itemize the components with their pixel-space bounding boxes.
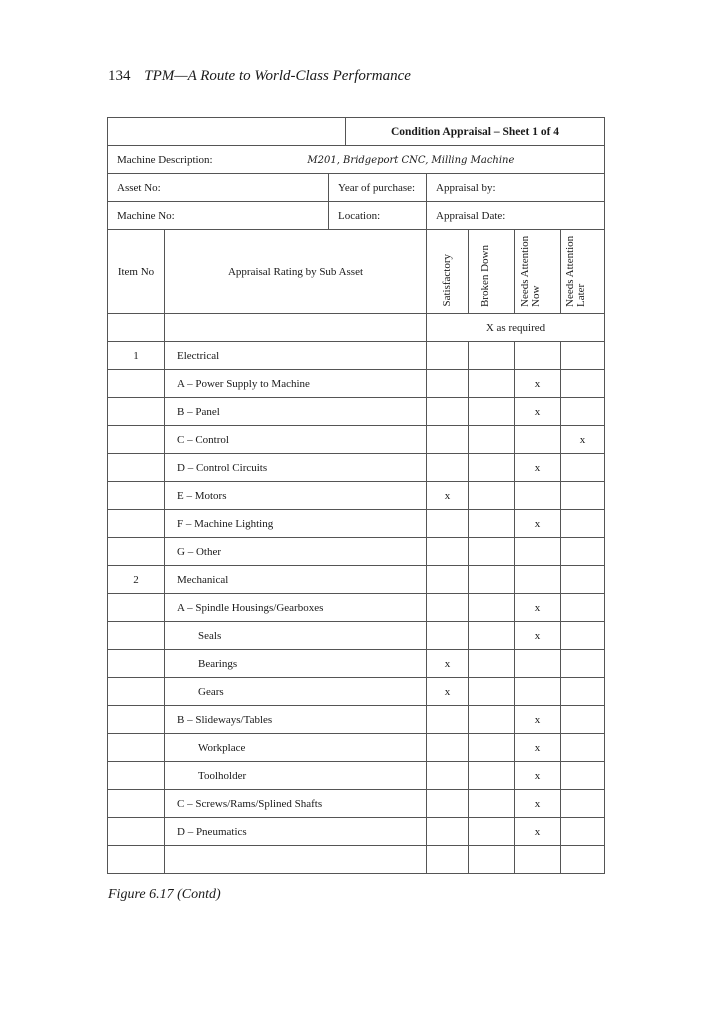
rating-mark-cell bbox=[427, 342, 469, 370]
rating-mark-cell bbox=[427, 566, 469, 594]
table-row bbox=[108, 622, 605, 650]
rating-mark-cell bbox=[469, 510, 515, 538]
rating-mark-cell bbox=[561, 538, 605, 566]
rating-mark-cell: x bbox=[427, 650, 469, 678]
rating-mark-cell bbox=[515, 566, 561, 594]
rating-mark-cell bbox=[561, 650, 605, 678]
rating-mark-cell bbox=[561, 790, 605, 818]
form-title: Condition Appraisal – Sheet 1 of 4 bbox=[346, 118, 605, 146]
item-number-cell bbox=[108, 594, 165, 622]
rating-mark-cell: x bbox=[515, 398, 561, 426]
status-header-needs-attention-later bbox=[561, 230, 605, 314]
status-header-label: Broken Down bbox=[478, 244, 491, 307]
machine-description-row bbox=[108, 146, 605, 174]
table-row bbox=[108, 846, 605, 874]
table-row bbox=[108, 370, 605, 398]
rating-mark-cell bbox=[561, 370, 605, 398]
rating-mark-cell bbox=[515, 846, 561, 874]
rating-mark-cell bbox=[469, 454, 515, 482]
rating-mark-cell bbox=[469, 846, 515, 874]
item-number-cell bbox=[108, 454, 165, 482]
sub-asset-label: E – Motors bbox=[165, 482, 427, 510]
note-blank-label bbox=[165, 314, 427, 342]
item-number-cell bbox=[108, 762, 165, 790]
rating-mark-cell: x bbox=[515, 454, 561, 482]
table-row bbox=[108, 734, 605, 762]
item-number-cell bbox=[108, 538, 165, 566]
rating-mark-cell bbox=[561, 846, 605, 874]
table-row bbox=[108, 482, 605, 510]
item-number-cell bbox=[108, 426, 165, 454]
book-title: TPM—A Route to World-Class Performance bbox=[144, 68, 411, 84]
rating-mark-cell bbox=[515, 650, 561, 678]
rating-mark-cell bbox=[469, 706, 515, 734]
rating-mark-cell: x bbox=[515, 370, 561, 398]
table-row bbox=[108, 790, 605, 818]
rating-mark-cell: x bbox=[515, 734, 561, 762]
rating-mark-cell bbox=[561, 454, 605, 482]
table-row bbox=[108, 678, 605, 706]
rating-mark-cell: x bbox=[515, 706, 561, 734]
item-number-cell bbox=[108, 790, 165, 818]
rating-mark-cell bbox=[561, 594, 605, 622]
machine-no-label: Machine No: bbox=[108, 202, 329, 230]
rating-mark-cell bbox=[469, 538, 515, 566]
rating-mark-cell bbox=[427, 846, 469, 874]
rating-mark-cell bbox=[469, 762, 515, 790]
sub-asset-label: A – Power Supply to Machine bbox=[165, 370, 427, 398]
rating-mark-cell bbox=[561, 734, 605, 762]
sub-asset-label: Seals bbox=[165, 622, 427, 650]
figure-caption: Figure 6.17 (Contd) bbox=[108, 887, 221, 902]
table-row bbox=[108, 538, 605, 566]
item-number-cell bbox=[108, 678, 165, 706]
item-number-cell bbox=[108, 510, 165, 538]
item-number-cell bbox=[108, 482, 165, 510]
rating-mark-cell bbox=[427, 426, 469, 454]
table-row bbox=[108, 510, 605, 538]
rating-mark-cell bbox=[469, 426, 515, 454]
item-number-cell bbox=[108, 818, 165, 846]
item-number-cell bbox=[108, 846, 165, 874]
rating-mark-cell bbox=[469, 650, 515, 678]
page-number: 134 bbox=[108, 68, 131, 84]
item-number-cell bbox=[108, 650, 165, 678]
sub-asset-label: F – Machine Lighting bbox=[165, 510, 427, 538]
sub-asset-label: A – Spindle Housings/Gearboxes bbox=[165, 594, 427, 622]
rating-mark-cell bbox=[427, 538, 469, 566]
item-number-cell bbox=[108, 398, 165, 426]
rating-mark-cell bbox=[469, 594, 515, 622]
rating-mark-cell: x bbox=[427, 482, 469, 510]
rating-mark-cell bbox=[427, 734, 469, 762]
status-header-label: Needs Attention Now bbox=[518, 235, 542, 307]
item-number-cell: 2 bbox=[108, 566, 165, 594]
rating-mark-cell: x bbox=[515, 818, 561, 846]
rating-mark-cell bbox=[469, 342, 515, 370]
table-row bbox=[108, 818, 605, 846]
sub-asset-label: C – Control bbox=[165, 426, 427, 454]
sub-asset-label: Gears bbox=[165, 678, 427, 706]
rating-mark-cell bbox=[561, 398, 605, 426]
sub-asset-label: Toolholder bbox=[165, 762, 427, 790]
rating-mark-cell: x bbox=[515, 622, 561, 650]
item-number-cell bbox=[108, 622, 165, 650]
sub-asset-label: G – Other bbox=[165, 538, 427, 566]
sub-asset-label: Electrical bbox=[165, 342, 427, 370]
rating-mark-cell bbox=[469, 566, 515, 594]
rating-mark-cell bbox=[427, 622, 469, 650]
table-row bbox=[108, 342, 605, 370]
table-row bbox=[108, 398, 605, 426]
sub-asset-label bbox=[165, 846, 427, 874]
sub-asset-label: B – Panel bbox=[165, 398, 427, 426]
table-row bbox=[108, 706, 605, 734]
rating-mark-cell bbox=[427, 594, 469, 622]
sub-asset-label: D – Control Circuits bbox=[165, 454, 427, 482]
item-number-cell bbox=[108, 706, 165, 734]
sub-asset-label: B – Slideways/Tables bbox=[165, 706, 427, 734]
rating-mark-cell bbox=[561, 342, 605, 370]
machine-description-value: M201, Bridgeport CNC, Milling Machine bbox=[307, 154, 515, 166]
rating-mark-cell bbox=[561, 510, 605, 538]
status-header-label: Needs Attention Later bbox=[563, 235, 587, 307]
rating-mark-cell bbox=[561, 818, 605, 846]
status-header-broken-down bbox=[469, 230, 515, 314]
rating-mark-cell bbox=[427, 398, 469, 426]
sub-asset-label: Workplace bbox=[165, 734, 427, 762]
rating-mark-cell bbox=[469, 734, 515, 762]
location-label: Location: bbox=[329, 202, 427, 230]
rating-mark-cell bbox=[427, 510, 469, 538]
note-blank-item bbox=[108, 314, 165, 342]
rating-mark-cell: x bbox=[427, 678, 469, 706]
rating-mark-cell bbox=[469, 482, 515, 510]
year-of-purchase-label: Year of purchase: bbox=[329, 174, 427, 202]
rating-mark-cell bbox=[515, 342, 561, 370]
x-as-required-note: X as required bbox=[427, 314, 605, 342]
rating-mark-cell bbox=[427, 818, 469, 846]
status-header-needs-attention-now bbox=[515, 230, 561, 314]
rating-mark-cell: x bbox=[515, 594, 561, 622]
item-no-header: Item No bbox=[108, 230, 165, 314]
rating-mark-cell bbox=[561, 622, 605, 650]
rating-mark-cell: x bbox=[515, 790, 561, 818]
item-number-cell bbox=[108, 370, 165, 398]
rating-mark-cell bbox=[427, 790, 469, 818]
rating-mark-cell bbox=[469, 790, 515, 818]
table-row bbox=[108, 426, 605, 454]
status-header-satisfactory bbox=[427, 230, 469, 314]
rating-mark-cell bbox=[515, 538, 561, 566]
rating-mark-cell: x bbox=[561, 426, 605, 454]
appraisal-date-label: Appraisal Date: bbox=[427, 202, 605, 230]
sub-asset-label: Mechanical bbox=[165, 566, 427, 594]
rating-mark-cell bbox=[469, 398, 515, 426]
rating-mark-cell bbox=[469, 818, 515, 846]
rating-mark-cell: x bbox=[515, 510, 561, 538]
table-row bbox=[108, 454, 605, 482]
rating-mark-cell bbox=[561, 678, 605, 706]
sub-asset-label: D – Pneumatics bbox=[165, 818, 427, 846]
rating-mark-cell bbox=[469, 622, 515, 650]
rating-mark-cell bbox=[469, 678, 515, 706]
rating-mark-cell bbox=[561, 706, 605, 734]
table-row bbox=[108, 650, 605, 678]
rating-mark-cell: x bbox=[515, 762, 561, 790]
rating-header: Appraisal Rating by Sub Asset bbox=[165, 230, 427, 314]
status-header-label: Satisfactory bbox=[441, 254, 453, 307]
machine-description-label: Machine Description: bbox=[117, 153, 213, 166]
rating-mark-cell bbox=[515, 678, 561, 706]
sub-asset-label: C – Screws/Rams/Splined Shafts bbox=[165, 790, 427, 818]
rating-mark-cell bbox=[561, 762, 605, 790]
running-head bbox=[108, 68, 411, 85]
rating-mark-cell bbox=[427, 706, 469, 734]
table-row bbox=[108, 594, 605, 622]
rating-mark-cell bbox=[515, 482, 561, 510]
appraisal-by-label: Appraisal by: bbox=[427, 174, 605, 202]
title-blank-cell bbox=[108, 118, 346, 146]
condition-appraisal-form bbox=[107, 117, 605, 874]
sub-asset-label: Bearings bbox=[165, 650, 427, 678]
table-row bbox=[108, 762, 605, 790]
rating-mark-cell bbox=[427, 762, 469, 790]
rating-mark-cell bbox=[515, 426, 561, 454]
item-number-cell: 1 bbox=[108, 342, 165, 370]
rating-mark-cell bbox=[427, 370, 469, 398]
table-row bbox=[108, 566, 605, 594]
item-number-cell bbox=[108, 734, 165, 762]
rating-mark-cell bbox=[469, 370, 515, 398]
rating-mark-cell bbox=[561, 566, 605, 594]
rating-mark-cell bbox=[561, 482, 605, 510]
asset-no-label: Asset No: bbox=[108, 174, 329, 202]
rating-mark-cell bbox=[427, 454, 469, 482]
